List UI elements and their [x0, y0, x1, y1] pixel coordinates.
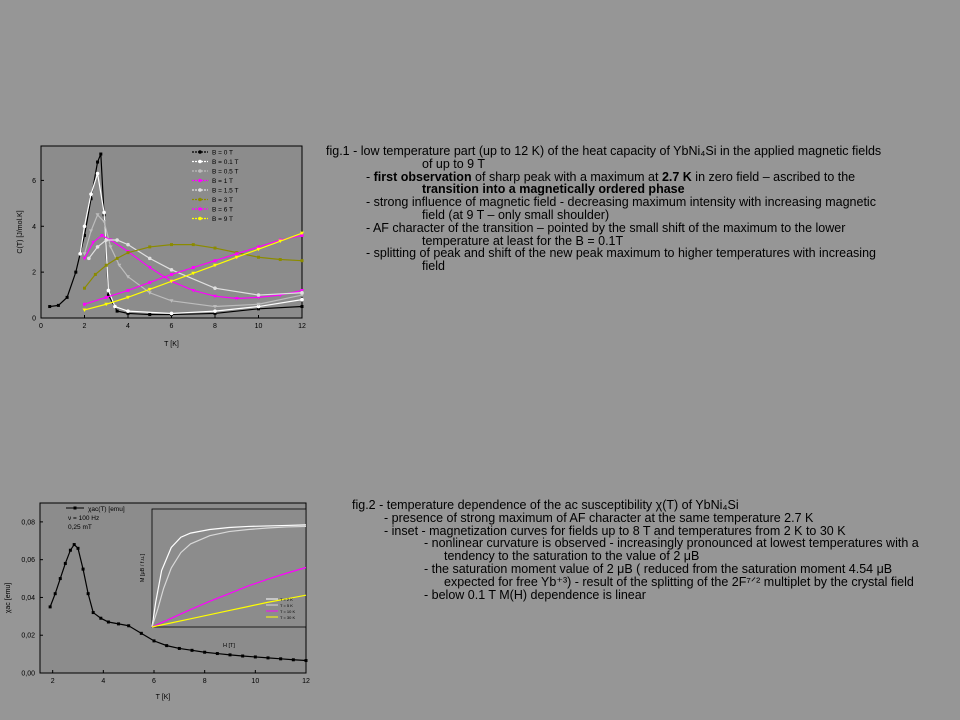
- fig1-series-point: [170, 312, 174, 316]
- x-axis-label: T [K]: [164, 341, 179, 348]
- fig1-series-point: [127, 251, 130, 254]
- fig2-series-point: [107, 621, 110, 624]
- fig2-series-point: [64, 562, 67, 565]
- fig2-series-point: [153, 639, 156, 642]
- caption-line: - splitting of peak and shift of the new peak maximum to higher temperatures with increasing: [366, 246, 876, 261]
- fig2-series-point: [54, 592, 57, 595]
- fig2-series-point: [117, 622, 120, 625]
- x-tick-label: 6: [152, 678, 156, 685]
- x-tick-label: 8: [202, 678, 207, 685]
- caption-line: - below 0.1 T M(H) dependence is linear: [424, 587, 646, 602]
- legend-label: B = 0.5 T: [212, 168, 239, 176]
- fig2-svg: [0, 497, 316, 707]
- fig2-series-point: [279, 657, 282, 660]
- fig1-series-point: [301, 259, 304, 262]
- fig1-series-point: [126, 243, 130, 247]
- caption-line: - inset - magnetization curves for fields up to 8 T and temperatures from 2 K to 30 K: [384, 523, 846, 538]
- fig2-series-point: [82, 568, 85, 571]
- fig1-series-point: [214, 247, 217, 250]
- y-tick-label: 0,08: [21, 519, 35, 527]
- fig2-series-point: [73, 543, 76, 546]
- fig2-chart: [0, 497, 316, 707]
- fig2-series-point: [69, 549, 72, 552]
- fig1-series-point: [213, 309, 217, 313]
- inset-y-axis-label: M [μB / f.u.]: [140, 553, 146, 583]
- fig2-series-point: [229, 653, 232, 656]
- fig2-series-point: [241, 655, 244, 658]
- x-tick-label: 12: [302, 678, 310, 685]
- fig1-series-point: [170, 273, 173, 276]
- legend-marker: [198, 179, 202, 183]
- legend-marker: [198, 207, 202, 211]
- legend-marker: [198, 188, 202, 192]
- fig2-series-point: [191, 649, 194, 652]
- fig1-series-point: [214, 259, 217, 262]
- fig2-series-point: [178, 647, 181, 650]
- fig1-series-point: [115, 238, 119, 242]
- legend-label: B = 9 T: [212, 216, 234, 223]
- y-tick-label: 4: [32, 223, 36, 231]
- fig1-series-point: [96, 161, 99, 164]
- fig1-series-point: [192, 243, 195, 246]
- fig2-series-point: [92, 611, 95, 614]
- y-tick-label: 0,06: [21, 557, 35, 565]
- caption-line: fig.1 - low temperature part (up to 12 K) of the heat capacity of YbNi₄Si in the applied magnetic fields: [326, 144, 882, 158]
- fig2-series-point: [87, 592, 90, 595]
- fig1-svg: [14, 138, 310, 354]
- fig1-series-point: [105, 296, 108, 299]
- fig2-series-point: [254, 655, 257, 658]
- legend-label: T = 10 K: [280, 609, 296, 614]
- fig1-series-point: [74, 271, 77, 274]
- inset-x-axis-label: H [T]: [223, 643, 235, 649]
- fig1-plot-area: [41, 146, 302, 318]
- y-axis-label: C(T) [J/mol.K]: [17, 210, 24, 254]
- y-tick-label: 2: [32, 269, 36, 277]
- fig1-series-point: [105, 264, 108, 267]
- fig1-caption: [326, 145, 936, 273]
- fig1-series-point: [170, 243, 173, 246]
- caption-line: - strong influence of magnetic field - decreasing maximum intensity with increasing magnetic: [366, 195, 876, 210]
- legend-marker: [198, 160, 202, 164]
- fig2-series-point: [216, 652, 219, 655]
- legend-marker: [198, 150, 202, 154]
- fig1-series-point: [83, 303, 86, 306]
- legend-marker: [198, 217, 202, 221]
- caption-line: of up to 9 T: [422, 156, 486, 171]
- legend-label: B = 3 T: [212, 197, 234, 204]
- fig1-series-point: [213, 286, 217, 290]
- fig1-series-point: [57, 304, 60, 307]
- fig1-series-point: [127, 289, 130, 292]
- fig1-series-point: [102, 211, 106, 215]
- fig2-series-point: [77, 547, 80, 550]
- legend-label: T = 30 K: [280, 615, 296, 620]
- y-axis-label: χac [emu]: [5, 582, 12, 614]
- x-tick-label: 8: [213, 323, 217, 330]
- caption-line: - nonlinear curvature is observed - increasingly pronounced at lowest temperatures with a: [424, 536, 919, 551]
- fig1-series-point: [116, 257, 119, 260]
- fig1-series-point: [107, 289, 111, 293]
- caption-line: fig.2 - temperature dependence of the ac susceptibility χ(T) of YbNi₄Si: [352, 498, 739, 512]
- legend-label: T = 5 K: [280, 603, 293, 608]
- fig2-series-point: [59, 577, 62, 580]
- fig1-series-point: [87, 257, 91, 261]
- fig2-series-point: [99, 617, 102, 620]
- legend-label: B = 1 T: [212, 178, 234, 185]
- x-tick-label: 4: [101, 678, 106, 685]
- fig2-series-point: [305, 659, 308, 662]
- fig2-series-point: [127, 624, 130, 627]
- x-axis-label: T [K]: [155, 694, 171, 701]
- caption-line: - presence of strong maximum of AF character at the same temperature 2.7 K: [384, 510, 814, 525]
- caption-line: field: [422, 259, 445, 274]
- x-tick-label: 0: [39, 323, 43, 330]
- x-tick-label: 4: [126, 323, 130, 330]
- fig1-series-point: [116, 310, 119, 313]
- fig1-series-point: [279, 258, 282, 261]
- x-tick-label: 10: [251, 678, 260, 685]
- legend-label: B = 1.5 T: [212, 187, 239, 195]
- caption-line: expected for free Yb⁺³) - result of the splitting of the 2F⁷ᐟ² multiplet by the crystal field: [444, 574, 914, 589]
- legend-marker: [198, 169, 202, 173]
- fig1-series-point: [83, 287, 86, 290]
- legend-label: B = 0.1 T: [212, 159, 239, 166]
- fig1-series-point: [66, 296, 69, 299]
- fig1-series-point: [300, 298, 304, 302]
- fig1-series-point: [148, 257, 152, 261]
- fig2-series-point: [165, 644, 168, 647]
- fig1-series-point: [48, 305, 51, 308]
- fig1-series-point: [96, 245, 100, 249]
- fig1-series-point: [192, 266, 195, 269]
- fig1-series-point: [257, 293, 261, 297]
- y-tick-label: 0: [32, 315, 36, 323]
- fig1-series-point: [170, 268, 174, 272]
- fig1-series-point: [89, 192, 93, 196]
- legend-label: 0,25 mT: [68, 524, 92, 531]
- fig2-caption: [352, 499, 956, 601]
- legend-marker: [198, 198, 202, 202]
- fig2-series-point: [292, 658, 295, 661]
- fig1-series-point: [257, 256, 260, 259]
- fig1-series-point: [94, 273, 97, 276]
- fig1-series-point: [104, 238, 108, 242]
- caption-line: tendency to the saturation to the value of 2 μB: [444, 549, 700, 564]
- caption-line: temperature at least for the B = 0.1T: [422, 233, 624, 248]
- fig1-series-point: [235, 252, 238, 255]
- caption-line: transition into a magnetically ordered phase: [422, 182, 685, 197]
- y-tick-label: 0,04: [21, 594, 35, 602]
- caption-line: - first observation of sharp peak with a maximum at 2.7 K in zero field – ascribed to the: [366, 169, 856, 184]
- fig1-chart: [14, 138, 310, 354]
- x-tick-label: 12: [298, 323, 306, 330]
- fig2-series-point: [203, 651, 206, 654]
- fig2-series-point: [267, 656, 270, 659]
- legend-label: B = 6 T: [212, 206, 234, 214]
- fig1-series-point: [99, 153, 102, 156]
- x-tick-label: 2: [82, 323, 87, 330]
- fig2-series-point: [49, 605, 52, 608]
- legend-marker: [74, 507, 77, 510]
- fig1-series-point: [96, 172, 100, 176]
- x-tick-label: 2: [50, 678, 55, 685]
- legend-label: χac(T) [emu]: [88, 506, 125, 513]
- y-tick-label: 0,02: [21, 632, 35, 640]
- x-tick-label: 6: [169, 323, 174, 330]
- x-tick-label: 10: [254, 323, 263, 330]
- legend-label: ν = 100 Hz: [68, 515, 100, 522]
- caption-line: field (at 9 T – only small shoulder): [422, 207, 610, 222]
- fig1-series-point: [148, 245, 151, 248]
- fig2-series-point: [140, 632, 143, 635]
- fig1-series-point: [148, 281, 151, 284]
- y-tick-label: 0,00: [21, 670, 35, 678]
- fig1-series-point: [78, 252, 82, 256]
- caption-line: - AF character of the transition – pointed by the small shift of the maximum to the lower: [366, 220, 846, 235]
- fig1-series-point: [301, 305, 304, 308]
- fig1-series-point: [83, 224, 87, 228]
- fig1-series-point: [126, 309, 130, 313]
- caption-line: - the saturation moment value of 2 μB ( reduced from the saturation moment 4.54 μB: [424, 561, 893, 576]
- y-tick-label: 6: [32, 177, 36, 185]
- fig1-series-point: [300, 291, 304, 295]
- fig1-series-point: [148, 313, 151, 316]
- fig1-series-point: [113, 305, 117, 309]
- legend-label: T = 2 K: [280, 597, 293, 602]
- legend-label: B = 0 T: [212, 149, 234, 157]
